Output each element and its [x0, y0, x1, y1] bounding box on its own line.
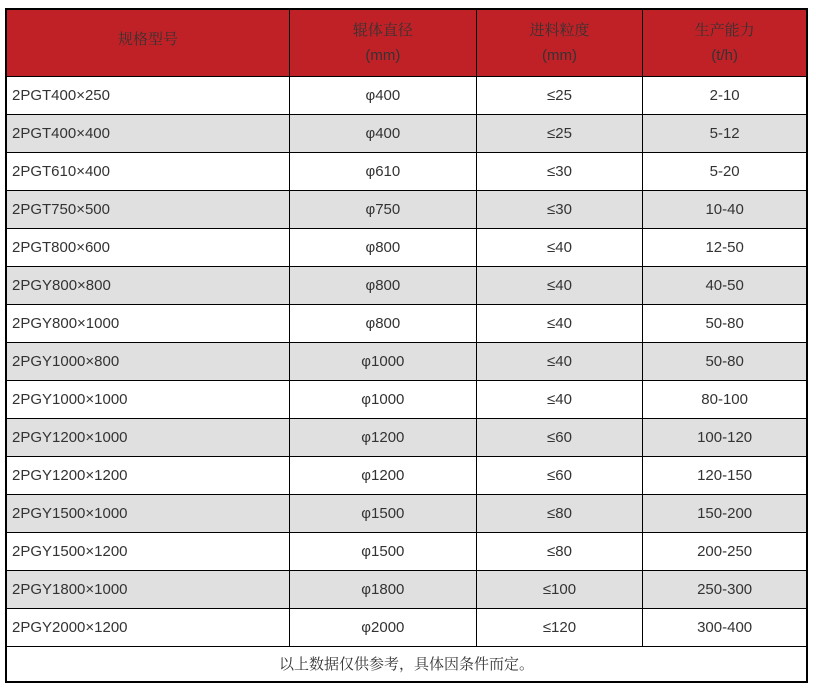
table-row [6, 342, 807, 380]
cell-model: 2PGT800×600 [6, 228, 290, 266]
header-model [6, 9, 290, 76]
table-row [6, 190, 807, 228]
header-feed-size [476, 9, 643, 76]
header-capacity-unit: (t/h) [711, 46, 738, 64]
header-roller-diameter-label: 辊体直径 [352, 21, 413, 39]
cell-feed-size: ≤80 [476, 494, 643, 532]
table-row [6, 608, 807, 646]
cell-roller-diameter: φ800 [290, 304, 477, 342]
footnote: 以上数据仅供参考，具体因条件而定。 [6, 646, 807, 682]
table-row [6, 266, 807, 304]
cell-feed-size: ≤30 [476, 190, 643, 228]
cell-feed-size: ≤25 [476, 114, 643, 152]
cell-feed-size: ≤40 [476, 380, 643, 418]
cell-model: 2PGT400×250 [6, 76, 290, 114]
table-row [6, 114, 807, 152]
header-feed-size-unit: (mm) [541, 46, 577, 64]
cell-model: 2PGY1000×800 [6, 342, 290, 380]
cell-feed-size: ≤120 [476, 608, 643, 646]
table-row [6, 76, 807, 114]
cell-roller-diameter: φ1500 [290, 532, 477, 570]
cell-model: 2PGY1000×1000 [6, 380, 290, 418]
cell-roller-diameter: φ1200 [290, 418, 477, 456]
table-row [6, 152, 807, 190]
table-footer [6, 646, 807, 682]
cell-roller-diameter: φ800 [290, 266, 477, 304]
cell-roller-diameter: φ1000 [290, 342, 477, 380]
cell-feed-size: ≤30 [476, 152, 643, 190]
cell-roller-diameter: φ610 [290, 152, 477, 190]
cell-feed-size: ≤25 [476, 76, 643, 114]
cell-roller-diameter: φ1200 [290, 456, 477, 494]
cell-model: 2PGY1200×1200 [6, 456, 290, 494]
table-row [6, 304, 807, 342]
cell-roller-diameter: φ1800 [290, 570, 477, 608]
cell-model: 2PGY1800×1000 [6, 570, 290, 608]
cell-model: 2PGY800×800 [6, 266, 290, 304]
cell-model: 2PGY2000×1200 [6, 608, 290, 646]
cell-feed-size: ≤40 [476, 342, 643, 380]
table-header [6, 9, 807, 76]
cell-model: 2PGT610×400 [6, 152, 290, 190]
cell-feed-size: ≤40 [476, 266, 643, 304]
cell-feed-size: ≤100 [476, 570, 643, 608]
cell-capacity: 5-12 [643, 114, 807, 152]
cell-model: 2PGT400×400 [6, 114, 290, 152]
cell-capacity: 10-40 [643, 190, 807, 228]
cell-model: 2PGY1200×1000 [6, 418, 290, 456]
cell-capacity: 150-200 [643, 494, 807, 532]
cell-capacity: 200-250 [643, 532, 807, 570]
cell-capacity: 50-80 [643, 304, 807, 342]
cell-capacity: 80-100 [643, 380, 807, 418]
cell-capacity: 50-80 [643, 342, 807, 380]
table-row [6, 380, 807, 418]
cell-feed-size: ≤40 [476, 228, 643, 266]
cell-model: 2PGY1500×1200 [6, 532, 290, 570]
cell-roller-diameter: φ1500 [290, 494, 477, 532]
cell-roller-diameter: φ800 [290, 228, 477, 266]
cell-roller-diameter: φ750 [290, 190, 477, 228]
cell-capacity: 300-400 [643, 608, 807, 646]
table-row [6, 532, 807, 570]
header-capacity-label: 生产能力 [694, 21, 755, 39]
footnote-row [6, 646, 807, 682]
cell-model: 2PGY800×1000 [6, 304, 290, 342]
table-row [6, 456, 807, 494]
header-roller-diameter-unit: (mm) [365, 46, 401, 64]
cell-capacity: 40-50 [643, 266, 807, 304]
header-model-label: 规格型号 [118, 30, 179, 48]
header-roller-diameter [290, 9, 477, 76]
cell-model: 2PGY1500×1000 [6, 494, 290, 532]
cell-feed-size: ≤40 [476, 304, 643, 342]
header-feed-size-label: 进料粒度 [529, 21, 590, 39]
cell-feed-size: ≤60 [476, 418, 643, 456]
cell-feed-size: ≤80 [476, 532, 643, 570]
spec-table-container [5, 8, 808, 683]
header-capacity [643, 9, 807, 76]
spec-table [5, 8, 808, 683]
header-row [6, 9, 807, 76]
table-body [6, 76, 807, 646]
cell-capacity: 120-150 [643, 456, 807, 494]
cell-capacity: 100-120 [643, 418, 807, 456]
table-row [6, 570, 807, 608]
cell-roller-diameter: φ1000 [290, 380, 477, 418]
cell-roller-diameter: φ400 [290, 76, 477, 114]
table-row [6, 418, 807, 456]
cell-capacity: 2-10 [643, 76, 807, 114]
cell-feed-size: ≤60 [476, 456, 643, 494]
cell-model: 2PGT750×500 [6, 190, 290, 228]
cell-capacity: 250-300 [643, 570, 807, 608]
table-row [6, 494, 807, 532]
cell-capacity: 5-20 [643, 152, 807, 190]
cell-roller-diameter: φ400 [290, 114, 477, 152]
table-row [6, 228, 807, 266]
cell-roller-diameter: φ2000 [290, 608, 477, 646]
cell-capacity: 12-50 [643, 228, 807, 266]
